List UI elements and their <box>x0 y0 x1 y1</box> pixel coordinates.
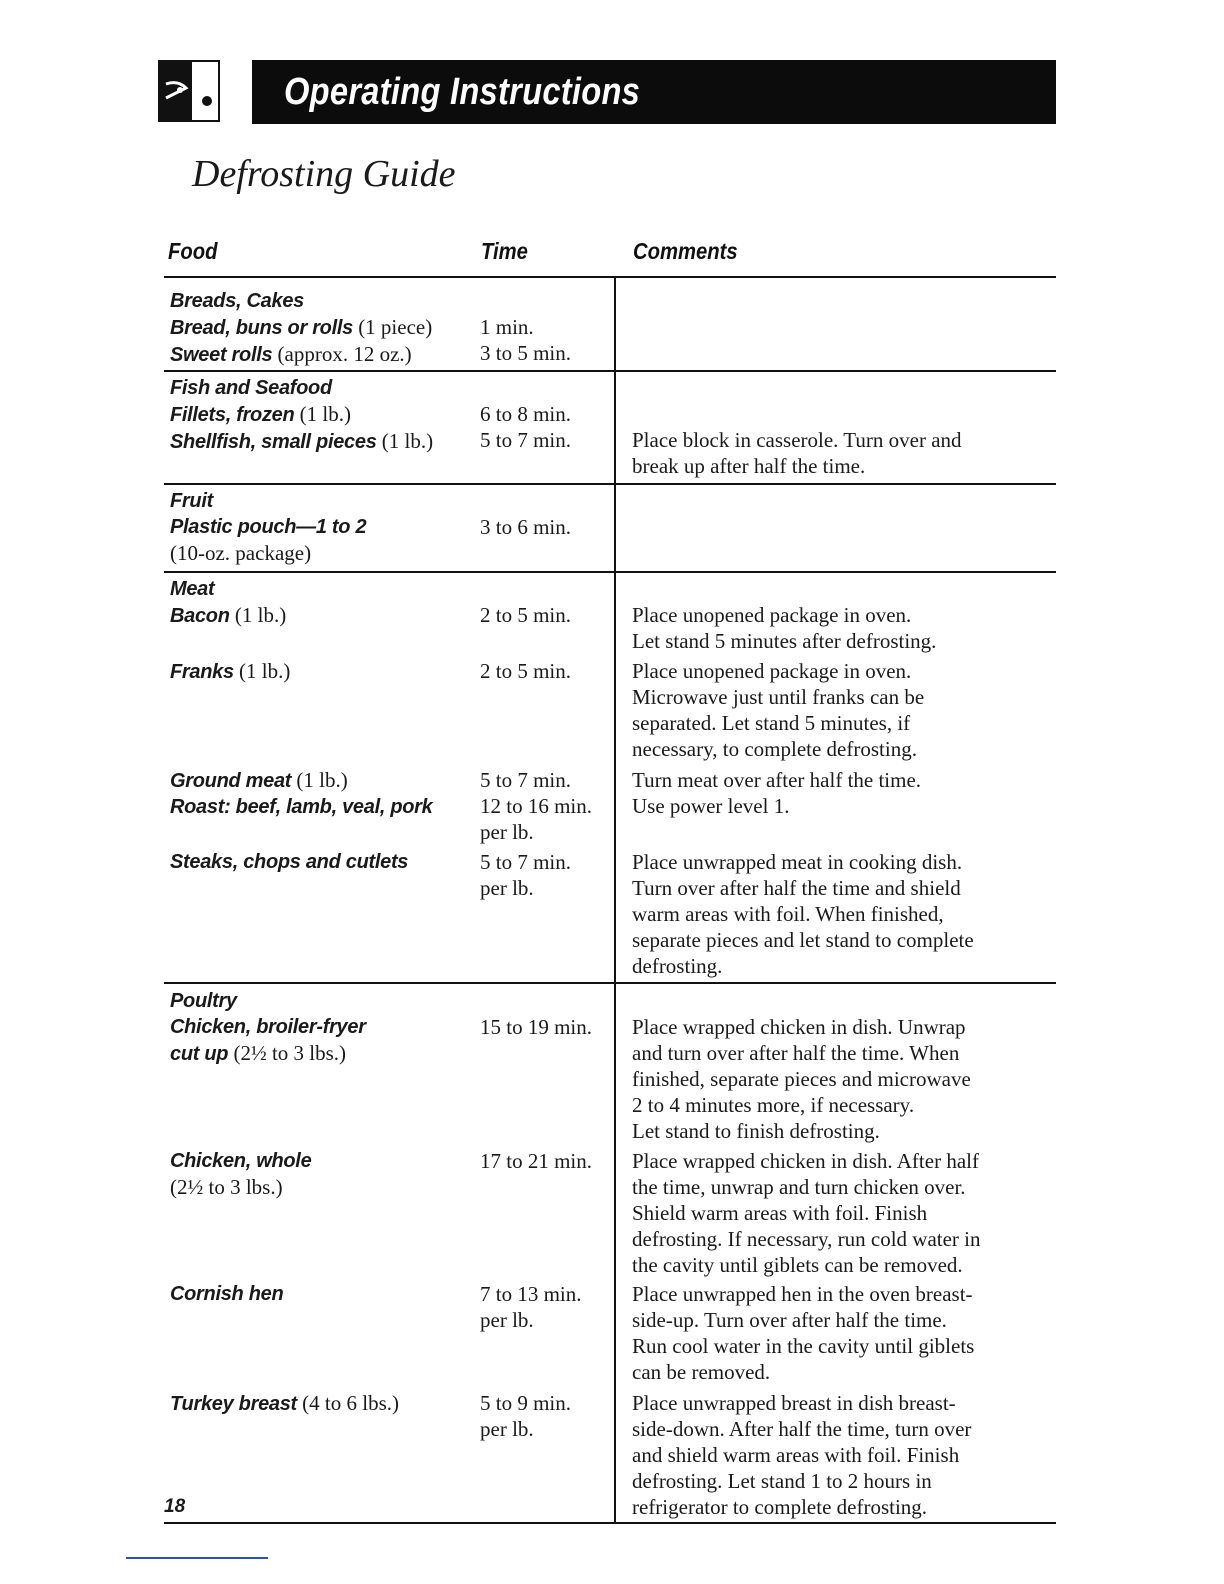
section-meat: Meat Bacon (1 lb.) <box>170 578 287 627</box>
time-broiler: 15 to 19 min. <box>480 1015 593 1039</box>
page-number: 18 <box>164 1496 186 1517</box>
time-franks: 2 to 5 min. <box>480 659 572 683</box>
table-rule <box>164 1522 1056 1524</box>
hand-dial-icon <box>162 76 192 106</box>
table-rule <box>164 982 1056 984</box>
microwave-section-icon <box>158 60 220 122</box>
comment-franks: Place unopened package in oven. Microwave just until franks can be separated. Let stand 5 minutes, if necessary, to complete defrosting. <box>632 659 925 761</box>
section-fruit: Fruit Plastic pouch—1 to 2 (10-oz. package) <box>170 490 367 565</box>
time-fish: 6 to 8 min. 5 to 7 min. <box>480 402 572 452</box>
item-chicken-whole: Chicken, whole (2½ to 3 lbs.) <box>170 1150 312 1199</box>
header-banner <box>252 60 1056 124</box>
item-ground-meat: Ground meat (1 lb.) Roast: beef, lamb, veal, pork <box>170 768 433 818</box>
header-title: Operating Instructions <box>284 71 641 113</box>
comment-cornish-hen: Place unwrapped hen in the oven breast- side-up. Turn over after half the time. Run cool water in the cavity until giblets can be removed. <box>632 1282 975 1384</box>
page-link-underline[interactable] <box>126 1557 268 1559</box>
table-rule <box>164 571 1056 573</box>
comment-turkey-breast: Place unwrapped breast in dish breast- side-down. After half the time, turn over and shield warm areas with foil. Finish defrosting. Let stand 1 to 2 hours in refrigerator to complete defrosting. <box>632 1391 972 1519</box>
time-bacon: 2 to 5 min. <box>480 603 572 627</box>
item-cornish-hen: Cornish hen <box>170 1283 284 1305</box>
column-header-time: Time <box>481 238 528 264</box>
comment-chicken-whole: Place wrapped chicken in dish. After half the time, unwrap and turn chicken over. Shield warm areas with foil. Finish defrosting. If necessary, run cold water in the cavity until giblets can be removed. <box>632 1149 981 1277</box>
guide-title: Defrosting Guide <box>192 153 456 195</box>
comment-steaks: Place unwrapped meat in cooking dish. Turn over after half the time and shield warm areas with foil. When finished, separate pieces and let stand to complete defrosting. <box>632 850 974 978</box>
section-fish: Fish and Seafood Fillets, frozen (1 lb.) Shellfish, small pieces (1 lb.) <box>170 377 434 453</box>
column-header-food: Food <box>168 238 218 264</box>
time-ground-roast: 5 to 7 min. 12 to 16 min. per lb. <box>480 768 593 844</box>
section-poultry: Poultry Chicken, broiler-fryer cut up (2½ to 3 lbs.) <box>170 990 366 1065</box>
time-cornish-hen: 7 to 13 min. per lb. <box>480 1282 582 1332</box>
comment-ground-roast: Turn meat over after half the time. Use power level 1. <box>632 768 922 818</box>
table-rule <box>164 483 1056 485</box>
item-franks: Franks (1 lb.) <box>170 659 291 683</box>
time-turkey-breast: 5 to 9 min. per lb. <box>480 1391 572 1441</box>
time-fruit: 3 to 6 min. <box>480 515 572 539</box>
section-breads: Breads, Cakes Bread, buns or rolls (1 piece) Sweet rolls (approx. 12 oz.) <box>170 290 433 366</box>
time-chicken-whole: 17 to 21 min. <box>480 1149 593 1173</box>
item-turkey-breast: Turkey breast (4 to 6 lbs.) <box>170 1391 399 1415</box>
comment-bacon: Place unopened package in oven. Let stand 5 minutes after defrosting. <box>632 603 937 653</box>
time-steaks: 5 to 7 min. per lb. <box>480 850 572 900</box>
column-header-comments: Comments <box>633 238 738 264</box>
comment-fish: Place block in casserole. Turn over and break up after half the time. <box>632 428 962 478</box>
table-rule <box>164 370 1056 372</box>
comment-broiler: Place wrapped chicken in dish. Unwrap and turn over after half the time. When finished, separate pieces and microwave 2 to 4 minutes more, if necessary. Let stand to finish defrosting. <box>632 1015 971 1143</box>
table-rule <box>164 276 1056 278</box>
item-steaks: Steaks, chops and cutlets <box>170 851 409 873</box>
time-breads: 1 min. 3 to 5 min. <box>480 315 572 365</box>
